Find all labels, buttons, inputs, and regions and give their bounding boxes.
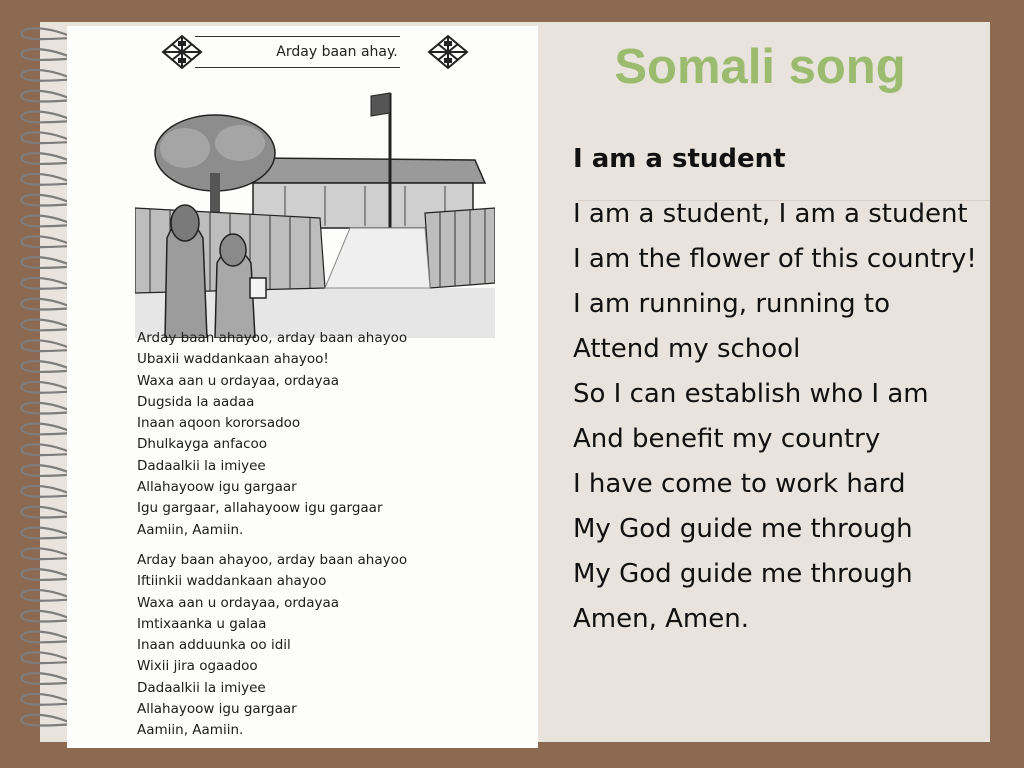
scanned-songbook-page — [67, 26, 538, 748]
lyric-line: Dadaalkii la imiyee — [137, 679, 266, 696]
lyric-line: Allahayoow igu gargaar — [137, 701, 297, 718]
lyric-line: Aamiin, Aamiin. — [137, 521, 244, 538]
translation-line: Attend my school — [573, 334, 801, 364]
spiral-ring — [22, 174, 70, 185]
spiral-ring — [22, 424, 70, 435]
spiral-ring — [22, 340, 70, 351]
lyric-line: Waxa aan u ordayaa, ordayaa — [137, 372, 340, 389]
translation-line: My God guide me through — [573, 559, 913, 589]
spiral-ring — [22, 361, 70, 372]
slide-title: Somali song — [614, 40, 906, 94]
spiral-ring — [22, 465, 70, 476]
scan-title: Arday baan ahay. — [276, 44, 398, 60]
translation-line: I am the flower of this country! — [573, 244, 977, 274]
spiral-ring — [22, 694, 70, 705]
spiral-ring — [22, 486, 70, 497]
lyric-line: Ubaxii waddankaan ahayoo! — [137, 351, 329, 368]
spiral-ring — [22, 611, 70, 622]
spiral-ring — [22, 70, 70, 81]
spiral-ring — [22, 257, 70, 268]
lyric-line: Igu gargaar, allahayoow igu gargaar — [137, 500, 383, 517]
lyric-line: Iftiinkii waddankaan ahayoo — [137, 573, 327, 590]
spiral-ring — [22, 569, 70, 580]
somali-verse-2 — [137, 550, 457, 742]
spiral-ring — [22, 153, 70, 164]
lyric-line: Inaan aqoon kororsadoo — [137, 415, 301, 432]
translation-line: So I can establish who I am — [573, 379, 929, 409]
spiral-ring — [22, 112, 70, 123]
translation-line: I have come to work hard — [573, 469, 906, 499]
lyric-line: Wixii jira ogaadoo — [137, 658, 258, 675]
spiral-ring — [22, 382, 70, 393]
translation-line: I am a student, I am a student — [573, 199, 968, 229]
spiral-ring — [22, 91, 70, 102]
lyric-line: Arday baan ahayoo, arday baan ahayoo — [137, 330, 408, 346]
spiral-ring — [22, 28, 70, 39]
lyric-line: Waxa aan u ordayaa, ordayaa — [137, 594, 340, 611]
spiral-ring — [22, 403, 70, 414]
spiral-ring — [22, 652, 70, 663]
lyric-line: Arday baan ahayoo, arday baan ahayoo — [137, 552, 408, 568]
spiral-ring — [22, 673, 70, 684]
translation-line: Amen, Amen. — [573, 604, 749, 634]
spiral-ring — [22, 216, 70, 227]
spiral-ring — [22, 528, 70, 539]
somali-verse-1 — [137, 328, 457, 541]
spiral-ring — [22, 195, 70, 206]
spiral-ring — [22, 49, 70, 60]
spiral-ring — [22, 632, 70, 643]
decorative-knot-icon — [425, 32, 471, 72]
spiral-ring — [22, 507, 70, 518]
translation-heading: I am a student — [573, 144, 786, 174]
spiral-ring — [22, 236, 70, 247]
spiral-binding-icon — [0, 22, 70, 742]
lyric-line: Imtixaanka u galaa — [137, 615, 267, 632]
schoolyard-illustration-icon — [135, 88, 495, 338]
spiral-ring — [22, 299, 70, 310]
lyric-line: Dugsida la aadaa — [137, 393, 255, 410]
spiral-ring — [22, 715, 70, 726]
spiral-ring — [22, 132, 70, 143]
lyric-line: Allahayoow igu gargaar — [137, 479, 297, 496]
translation-line: I am running, running to — [573, 289, 891, 319]
translation-line: And benefit my country — [573, 424, 881, 454]
translation-line: My God guide me through — [573, 514, 913, 544]
spiral-ring — [22, 320, 70, 331]
english-translation — [573, 140, 983, 647]
lyric-line: Dadaalkii la imiyee — [137, 457, 266, 474]
spiral-ring — [22, 444, 70, 455]
spiral-ring — [22, 590, 70, 601]
spiral-ring — [22, 548, 70, 559]
lyric-line: Dhulkayga anfacoo — [137, 436, 268, 453]
spiral-ring — [22, 278, 70, 289]
lyric-line: Inaan adduunka oo idil — [137, 637, 291, 654]
lyric-line: Aamiin, Aamiin. — [137, 722, 244, 739]
